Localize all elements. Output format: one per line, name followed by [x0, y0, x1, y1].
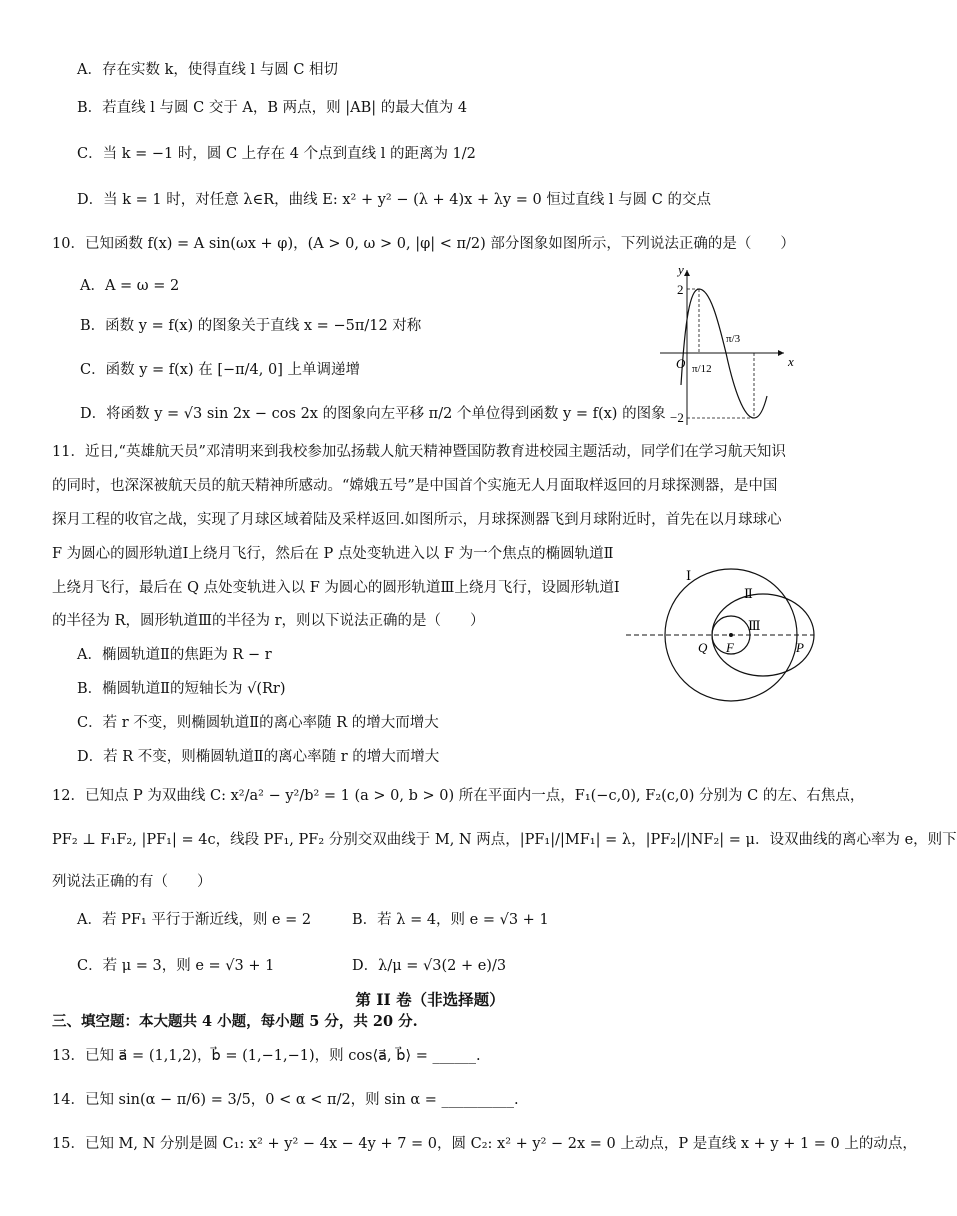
q10-option-a: A．A = ω = 2: [80, 278, 180, 294]
q11-option-a: A．椭圆轨道Ⅱ的焦距为 R − r: [77, 647, 272, 663]
point-label-q: Q: [698, 640, 708, 655]
q11-line-3: 探月工程的收官之战，实现了月球区域着陆及采样返回.如图所示，月球探测器飞到月球附近时，首先在以月球球心: [52, 512, 782, 528]
q10-option-d: D．将函数 y = √3 sin 2x − cos 2x 的图象向左平移 π/2 个单位得到函数 y = f(x) 的图象: [80, 406, 666, 422]
point-label-p: P: [796, 640, 804, 655]
q11-line-5: 上绕月飞行，最后在 Q 点处变轨进入以 F 为圆心的圆形轨道Ⅲ上绕月飞行，设圆形轨道Ⅰ: [52, 580, 620, 596]
orbit-label-iii: Ⅲ: [748, 618, 761, 633]
q10-stem: 10．已知函数 f(x) = A sin(ωx + φ)，(A > 0, ω > 0, |φ| < π/2) 部分图象如图所示，下列说法正确的是（ ）: [52, 236, 795, 252]
graph-label-max: 2: [677, 282, 684, 297]
q11-option-c: C．若 r 不变，则椭圆轨道Ⅱ的离心率随 R 的增大而增大: [77, 715, 439, 731]
q10-option-c: C．函数 y = f(x) 在 [−π/4, 0] 上单调递增: [80, 362, 360, 378]
graph-tick-pi12: π/12: [692, 363, 712, 375]
q12-line-2: PF₂ ⊥ F₁F₂, |PF₁| = 4c，线段 PF₁, PF₂ 分别交双曲线于 M, N 两点，|PF₁|/|MF₁| = λ，|PF₂|/|NF₂| = μ．设双曲线的离心率为 e，则下: [52, 832, 957, 848]
q9-option-b: B．若直线 l 与圆 C 交于 A，B 两点，则 |AB| 的最大值为 4: [77, 100, 468, 116]
q9-option-c: C．当 k = −1 时，圆 C 上存在 4 个点到直线 l 的距离为 1/2: [77, 146, 476, 162]
focus-point: [729, 633, 733, 637]
orbit-label-ii: Ⅱ: [744, 586, 753, 601]
graph-label-x: x: [788, 354, 794, 369]
sine-graph-figure: [652, 260, 802, 430]
q9-option-a: A．存在实数 k，使得直线 l 与圆 C 相切: [77, 62, 339, 78]
graph-tick-pi3: π/3: [726, 333, 741, 345]
q12-option-d: D．λ/μ = √3(2 + e)/3: [352, 958, 507, 974]
orbit-diagram-figure: [620, 560, 820, 730]
orbit-label-i: Ⅰ: [686, 568, 692, 583]
q15-text: 15．已知 M, N 分别是圆 C₁: x² + y² − 4x − 4y + 7 = 0，圆 C₂: x² + y² − 2x = 0 上动点，P 是直线 x + y + 1 = 0 上的动点，: [52, 1136, 917, 1152]
q11-option-b: B．椭圆轨道Ⅱ的短轴长为 √(Rr): [77, 681, 286, 697]
q12-option-a: A．若 PF₁ 平行于渐近线，则 e = 2: [77, 912, 312, 928]
graph-label-min: −2: [670, 410, 684, 425]
graph-label-y: y: [678, 262, 684, 277]
q11-line-2: 的同时，也深深被航天员的航天精神所感动。“嫦娥五号”是中国首个实施无人月面取样返回的月球探测器，是中国: [52, 478, 778, 494]
q9-option-d: D．当 k = 1 时，对任意 λ∈R，曲线 E: x² + y² − (λ + 4)x + λy = 0 恒过直线 l 与圆 C 的交点: [77, 192, 711, 208]
q11-option-d: D．若 R 不变，则椭圆轨道Ⅱ的离心率随 r 的增大而增大: [77, 749, 440, 765]
q13-text: 13．已知 a⃗ = (1,1,2)，b⃗ = (1,−1,−1)，则 cos⟨a⃗, b⃗⟩ = ______.: [52, 1048, 481, 1064]
q14-text: 14．已知 sin(α − π/6) = 3/5，0 < α < π/2，则 sin α = __________.: [52, 1092, 519, 1108]
q11-line-6: 的半径为 R，圆形轨道Ⅲ的半径为 r，则以下说法正确的是（ ）: [52, 613, 485, 629]
point-label-f: F: [726, 640, 734, 655]
part-two-title: 第 II 卷（非选择题）: [355, 990, 505, 1009]
q12-line-3: 列说法正确的有（ ）: [52, 874, 212, 890]
graph-label-origin: O: [676, 356, 686, 371]
q10-option-b: B．函数 y = f(x) 的图象关于直线 x = −5π/12 对称: [80, 318, 422, 334]
q12-option-c: C．若 μ = 3，则 e = √3 + 1: [77, 958, 275, 974]
q11-line-4: F 为圆心的圆形轨道Ⅰ上绕月飞行，然后在 P 点处变轨进入以 F 为一个焦点的椭圆轨道Ⅱ: [52, 546, 614, 562]
section-three-heading: 三、填空题：本大题共 4 小题，每小题 5 分，共 20 分.: [52, 1013, 418, 1030]
q12-option-b: B．若 λ = 4，则 e = √3 + 1: [352, 912, 549, 928]
q12-line-1: 12．已知点 P 为双曲线 C: x²/a² − y²/b² = 1 (a > 0, b > 0) 所在平面内一点，F₁(−c,0), F₂(c,0) 分别为 C 的左、右焦点，: [52, 788, 865, 804]
q11-line-1: 11．近日,“英雄航天员”邓清明来到我校参加弘扬载人航天精神暨国防教育进校园主题活动，同学们在学习航天知识: [52, 444, 786, 460]
